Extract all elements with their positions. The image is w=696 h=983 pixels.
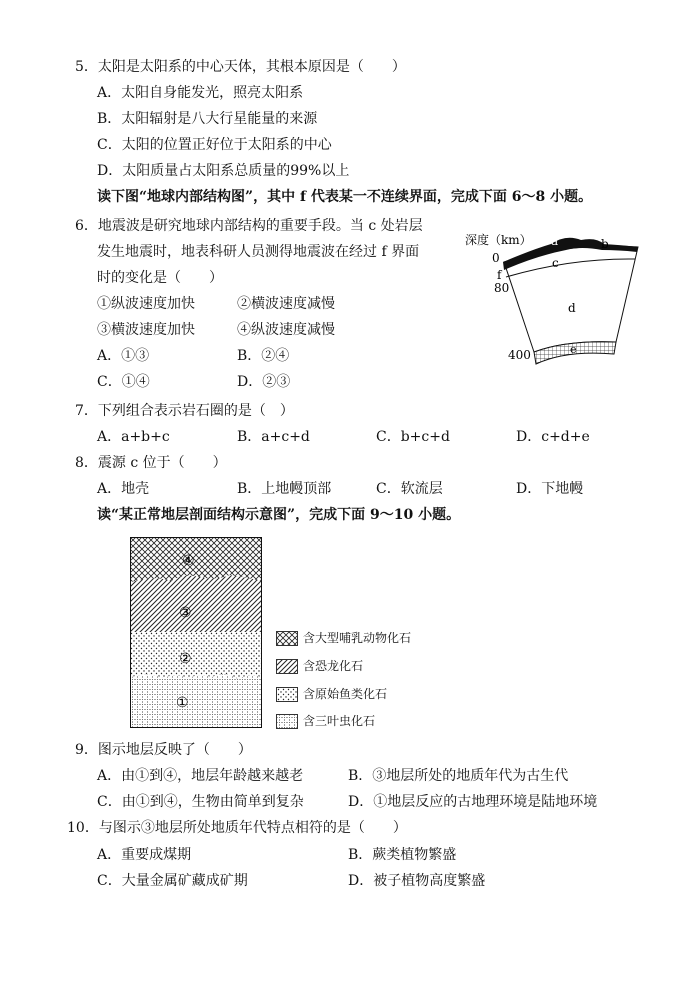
q6-stem-line-3: 时的变化是（ ） xyxy=(97,270,223,286)
q5-option-b: B．太阳辐射是八大行星能量的来源 xyxy=(97,111,318,127)
q9-stem: 9．图示地层反映了（ ） xyxy=(75,742,252,758)
layer-label-3: ③ xyxy=(179,605,192,621)
q7-option-a: A．a+b+c xyxy=(97,429,170,445)
q9-option-d: D．①地层反应的古地理环境是陆地环境 xyxy=(348,794,598,810)
label-e: e xyxy=(570,343,577,356)
layer-label-4: ④ xyxy=(182,553,195,569)
q6-stem-line-2: 发生地震时，地表科研人员测得地震波在经过 f 界面 xyxy=(97,244,420,260)
q9-option-a: A．由①到④，地层年龄越来越老 xyxy=(97,768,304,784)
layer-label-2: ② xyxy=(179,651,192,667)
q6-option-c: C．①④ xyxy=(97,374,150,390)
layer-label-1: ① xyxy=(176,695,189,711)
q5-stem: 5．太阳是太阳系的中心天体，其根本原因是（ ） xyxy=(75,59,406,75)
legend-swatch-trilobite xyxy=(276,714,298,729)
label-b: b xyxy=(601,237,609,251)
legend-label-trilobite: 含三叶虫化石 xyxy=(303,714,376,728)
q5-option-c: C．太阳的位置正好位于太阳系的中心 xyxy=(97,137,332,153)
q5-option-a: A．太阳自身能发光，照亮太阳系 xyxy=(97,85,304,101)
q6-choice-2: ②横波速度减慢 xyxy=(237,296,335,312)
q9-option-c: C．由①到④，生物由简单到复杂 xyxy=(97,794,304,810)
label-f: f xyxy=(497,268,502,282)
q10-option-c: C．大量金属矿藏成矿期 xyxy=(97,873,248,889)
q6-choice-3: ③横波速度加快 xyxy=(97,322,195,338)
label-d: d xyxy=(568,301,576,315)
label-c: c xyxy=(552,256,559,270)
q6-option-a: A．①③ xyxy=(97,348,150,364)
tick-400: 400 xyxy=(508,348,531,362)
legend-swatch-fish xyxy=(276,687,298,702)
legend-swatch-dinosaur xyxy=(276,659,298,674)
q6-option-b: B．②④ xyxy=(237,348,290,364)
layer-2 xyxy=(131,632,261,679)
q7-option-c: C．b+c+d xyxy=(376,429,450,445)
q5-option-d: D．太阳质量占太阳系总质量的99%以上 xyxy=(97,163,350,179)
q10-option-d: D．被子植物高度繁盛 xyxy=(348,873,486,889)
legend-label-fish: 含原始鱼类化石 xyxy=(303,687,388,701)
legend-label-dinosaur: 含恐龙化石 xyxy=(303,659,364,673)
legend-swatch-mammal xyxy=(276,631,298,646)
earth-structure-diagram xyxy=(456,222,656,372)
q8-option-b: B．上地幔顶部 xyxy=(237,481,332,497)
q10-stem: 10．与图示③地层所处地质年代特点相符的是（ ） xyxy=(67,820,407,836)
intro-9-10: 读“某正常地层剖面结构示意图”，完成下面 9～10 小题。 xyxy=(97,507,461,523)
q9-option-b: B．③地层所处的地质年代为古生代 xyxy=(348,768,569,784)
q10-option-b: B．蕨类植物繁盛 xyxy=(348,847,457,863)
legend-label-mammal: 含大型哺乳动物化石 xyxy=(303,631,412,645)
q8-option-a: A．地壳 xyxy=(97,481,150,497)
q8-stem: 8．震源 c 位于（ ） xyxy=(75,455,227,471)
q8-option-d: D．下地幔 xyxy=(516,481,584,497)
strata-section-diagram xyxy=(130,537,263,729)
axis-label: 深度（km） xyxy=(465,233,532,247)
intro-6-8: 读下图“地球内部结构图”，其中 f 代表某一不连续界面，完成下面 6～8 小题。 xyxy=(97,189,593,205)
layer-4 xyxy=(131,538,261,582)
q7-option-d: D．c+d+e xyxy=(516,429,590,445)
q8-option-c: C．软流层 xyxy=(376,481,443,497)
q6-choice-4: ④纵波速度减慢 xyxy=(237,322,335,338)
label-a: a xyxy=(551,234,559,248)
tick-80: 80 xyxy=(494,281,510,295)
tick-0: 0 xyxy=(492,251,500,265)
q6-stem-line-1: 6．地震波是研究地球内部结构的重要手段。当 c 处岩层 xyxy=(75,218,423,234)
q10-option-a: A．重要成煤期 xyxy=(97,847,192,863)
q7-stem: 7．下列组合表示岩石圈的是（ ） xyxy=(75,403,294,419)
q6-choice-1: ①纵波速度加快 xyxy=(97,296,195,312)
q6-option-d: D．②③ xyxy=(237,374,291,390)
layer-3 xyxy=(131,575,261,632)
q7-option-b: B．a+c+d xyxy=(237,429,310,445)
